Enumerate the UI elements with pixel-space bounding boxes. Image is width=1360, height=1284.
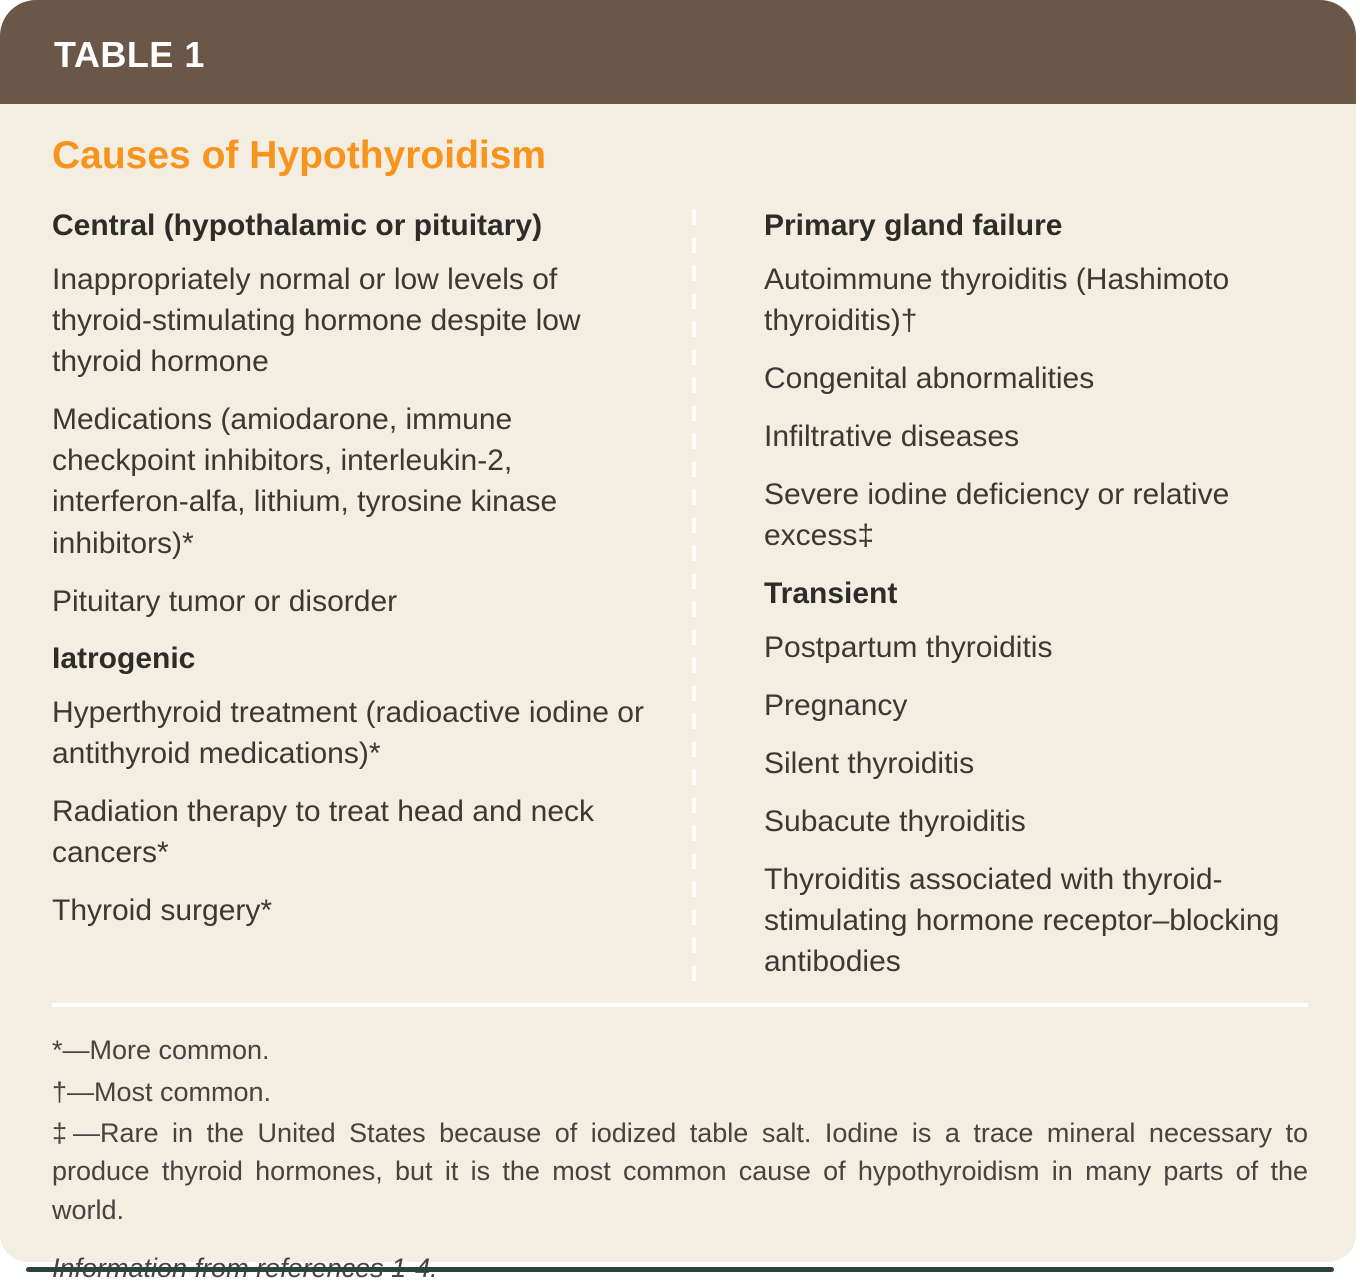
cause-item: Infiltrative diseases [764, 420, 1020, 454]
section-heading: Primary gland failure [764, 209, 1063, 242]
cause-item: Congenital abnormalities [764, 362, 1095, 396]
cause-item: Subacute thyroiditis [764, 804, 1026, 838]
column-left [52, 204, 652, 999]
table-body [0, 104, 1356, 1262]
cause-item: Pituitary tumor or disorder [52, 584, 398, 618]
cause-item: Silent thyroiditis [764, 746, 975, 780]
cause-item: Pregnancy [764, 688, 908, 722]
cause-item: Medications (amiodarone, immune checkpoint inhibitors, interleukin-2, interferon-alfa, lithium, tyrosine kinase inhibitors)* [52, 403, 558, 560]
footnote-separator-rule [52, 1003, 1308, 1007]
table-title: Causes of Hypothyroidism [52, 134, 547, 177]
column-right [764, 204, 1308, 999]
cause-item: Postpartum thyroiditis [764, 630, 1053, 664]
column-divider-dashed-line [692, 210, 696, 993]
footnote: *—More common. [52, 1035, 270, 1066]
section-heading: Central (hypothalamic or pituitary) [52, 209, 543, 242]
table-header-bar [0, 0, 1356, 104]
cause-item: Hyperthyroid treatment (radioactive iodine or antithyroid medications)* [52, 695, 644, 770]
section-heading: Iatrogenic [52, 641, 196, 675]
table-number-label: TABLE 1 [54, 34, 205, 75]
cause-item: Severe iodine deficiency or relative excess‡ [764, 478, 1230, 553]
columns [52, 204, 1308, 999]
footnotes [52, 1031, 1308, 1229]
section-heading: Transient [764, 576, 898, 610]
cause-item: Thyroid surgery* [52, 894, 273, 928]
cause-item: Radiation therapy to treat head and neck cancers* [52, 794, 595, 870]
cause-item: Inappropriately normal or low levels of thyroid-stimulating hormone despite low thyroid hormone [52, 263, 581, 379]
cause-item: Autoimmune thyroiditis (Hashimoto thyroiditis)† [764, 263, 1230, 338]
footnote: ‡—Rare in the United States because of iodized table salt. Iodine is a trace mineral necessary to produce thyroid hormones, but it is the most common cause of hypothyroidism in many parts of the world. [52, 1117, 1308, 1225]
footnote: †—Most common. [52, 1076, 272, 1107]
bottom-accent-bar [26, 1267, 1334, 1272]
cause-item: Thyroiditis associated with thyroid-stimulating hormone receptor–blocking antibodies [764, 862, 1280, 979]
